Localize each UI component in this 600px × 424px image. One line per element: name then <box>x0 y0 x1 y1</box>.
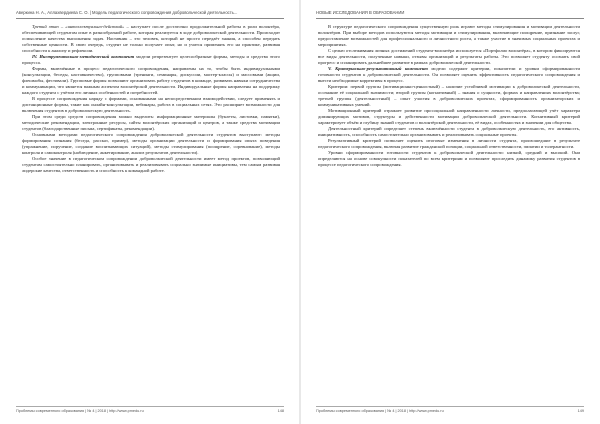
paragraph <box>22 156 280 174</box>
paragraph-text: В структуре педагогического сопровождения существенную роль играют методы стимулирования и мотивации деятельности волонтёров. При выборе методов используются методы мотивации и стимулирования, включающие поощрение, признание заслуг, предоставление возможностей для профессионального и личностного роста, а также участие в значимых социальных проектах и мероприятиях. <box>318 24 580 47</box>
header-rule-left <box>16 18 284 19</box>
paragraph <box>318 66 580 84</box>
paragraph-lead: IV. Инструментально-методический компонент <box>32 53 135 59</box>
paragraph-text: С целью отслеживания личных достижений студента-волонтёра используется «Портфолио волонтёра», в котором фиксируются все виды деятельности, полученные навыки, отзывы организаций и результаты работы. Это позволяет студенту осознать свой прогресс и спланировать дальнейшее развитие в рамках добровольческой деятельности. <box>318 47 580 65</box>
page-number-left: 148 <box>277 409 284 413</box>
header-rule-right <box>316 18 584 19</box>
paragraph <box>22 54 280 66</box>
paragraph <box>318 48 580 66</box>
paragraph-text: Мотивационный критерий отражает развитие просоциальной направленности личности, предполагающей учёт характера доминирующих мотивов, структуры и действенности мотивации добровольческой деятельности. Когнитивный критерий характеризует объём и глубину знаний студентов о волонтёрской деятельности, её видах, особенностях и значении для общества. <box>318 107 580 125</box>
running-head-left: Аверкина Н. А., Аллахвердиева С. О. | Модель педагогического сопровождения добровольческой деятельность... <box>16 10 238 15</box>
paragraph <box>22 66 280 96</box>
paragraph-text: Основными методами педагогического сопровождения добровольческой деятельности студентов выступают: методы формирования сознания (беседа, рассказ, пример), методы организации деятельности и формирования опыта поведения (упражнение, поручение, создание воспитывающих ситуаций), методы стимулирования (поощрение, соревнование), методы контроля и самоконтроля (наблюдение, анкетирование, анализ результатов деятельности). <box>22 131 280 155</box>
footer-rule-left <box>16 406 284 407</box>
paragraph-text: Особое значение в педагогическом сопровождении добровольческой деятельности имеет метод проектов, позволяющий студентам самостоятельно планировать, организовывать и реализовывать социально значимые инициативы, тем самым развивая лидерские качества, ответственность и способность к командной работе. <box>22 155 280 173</box>
body-text-right <box>318 24 580 404</box>
paragraph <box>22 24 280 54</box>
paragraph-text: В процессе сопровождения наряду с формами, основанными на непосредственном взаимодействии, следует применять и дистанционные формы, такие как онлайн-консультации, вебинары, работа в социальных сетях. Это расширяет возможности для включения студентов в добровольческую деятельность. <box>22 95 280 113</box>
body-text-left <box>22 24 280 404</box>
paragraph-text: – наступает после достаточно продолжительной работы в роли волонтёра, обеспечивающей студентам опыт в разнообразной работе, которая реализуется в ходе добровольческой деятельности. Происходит осмысление качества выполнения задач. Наставник – это человек, который не просто передаёт знания, а способен передать собственные ценности. В свою очередь, студент не только получает опыт, но и учится применять его на практике, развивая способности к анализу и рефлексии. <box>22 24 280 53</box>
paragraph <box>22 114 280 132</box>
paragraph-text: Результативный критерий позволяет оценить итоговые изменения в личности студента, произошедшие в результате педагогического сопровождения, включая развитие гражданской позиции, социальной ответственности, эмпатии и толерантности. <box>318 138 580 149</box>
paragraph <box>318 150 580 168</box>
paragraph-text: модели содержит критерии, показатели и уровни сформированности готовности студентов к добровольческой деятельности. Он позволяет оценить эффективность педагогического сопровождения и внести необходимые коррективы в процесс. <box>318 65 580 83</box>
page-number-right: 149 <box>577 409 584 413</box>
paragraph-text: При этом среди средств сопровождения можно выделить: информационные материалы (буклеты, листовки, памятки), методические рекомендации, электронные ресурсы, сайты волонтёрских организаций и центров, а также средства мотивации студентов (благодарственные письма, сертификаты, рекомендации). <box>22 113 280 131</box>
paragraph-text: Формы, включённые в процесс педагогического сопровождения, направлены на то, чтобы быть индивидуальными (консультации, беседы, наставничество), групповыми (тренинги, семинары, дискуссии, мастер-классы) и массовыми (акции, флешмобы, фестивали). Групповые формы позволяют организовать работу студентов в команде, развивать навыки сотрудничества и коммуникации, что является важным аспектом волонтёрской деятельности. Индивидуальные формы направлены на поддержку каждого студента с учётом его личных особенностей и потребностей. <box>22 65 280 95</box>
paragraph-text: Уровни сформированности готовности студентов к добровольческой деятельности: низкий, средний и высокий. Они определяются на основе совокупности показателей по всем критериям и позволяют проследить динамику развития студентов в процессе педагогического сопровождения. <box>318 150 580 167</box>
paragraph-text: модели репрезентует целесообразные формы, методы и средства этого процесса. <box>22 53 280 65</box>
paragraph <box>318 84 580 108</box>
paragraph-lead: V. Критериально-результативный компонент <box>328 65 428 71</box>
footer-rule-right <box>316 406 584 407</box>
footer-journal-right: Проблемы современного образования | № 4 | 2018 | http://www.pmedu.ru <box>316 409 444 413</box>
paragraph <box>318 138 580 150</box>
paragraph <box>318 24 580 48</box>
paragraph-italic-lead: Третий этап – «интеллектуально-действий» <box>32 24 125 29</box>
paragraph-text: Критерии: первой группы (мотивационно-ценностный) – наличие устойчивой мотивации к добровольческой деятельности, осознание её социальной значимости; второй группы (когнитивный) – знания о сущности, формах и направлениях волонтёрства; третьей группы (деятельностный) – опыт участия в добровольческих проектах, сформированность организаторских и коммуникативных умений. <box>318 83 580 107</box>
paragraph <box>318 126 580 138</box>
paragraph <box>22 132 280 156</box>
footer-journal-left: Проблемы современного образования | № 4 | 2018 | http://www.pmedu.ru <box>16 409 144 413</box>
right-page <box>300 0 600 424</box>
running-head-right: НОВЫЕ ИССЛЕДОВАНИЯ В ОБРАЗОВАНИИ <box>316 10 405 15</box>
paragraph-text: Деятельностный критерий определяет степень включённости студента в добровольческую деятельность, его активность, инициативность, способность самостоятельно организовывать и реализовывать социальные проекты. <box>318 125 580 137</box>
paragraph <box>318 108 580 126</box>
paragraph <box>22 96 280 114</box>
